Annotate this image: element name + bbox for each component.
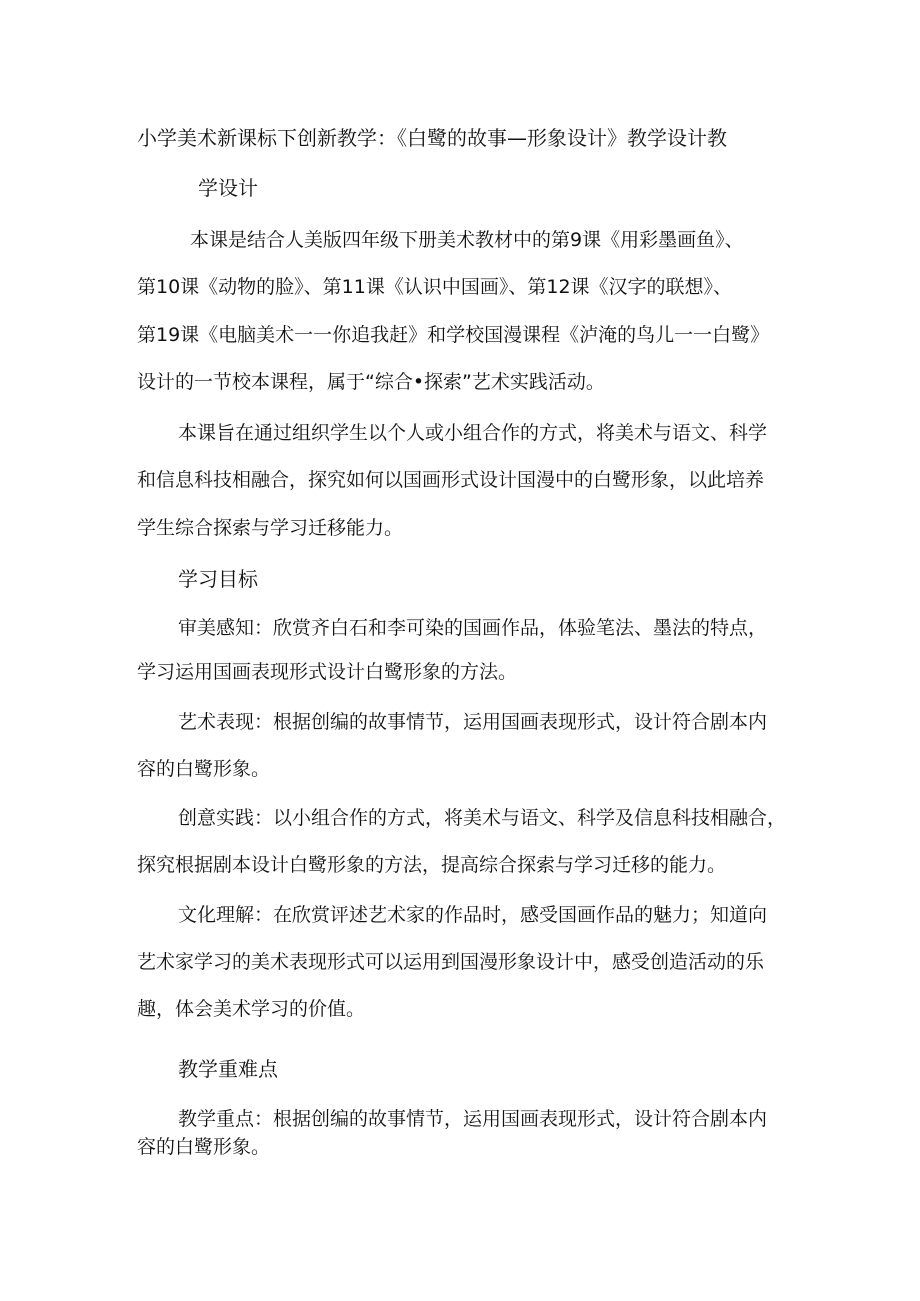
intro-paragraph-line: 本课是结合人美版四年级下册美术教材中的第9课《用彩墨画鱼》、 <box>190 229 744 251</box>
objective-practice-line: 探究根据剧本设计白鹭形象的方法，提高综合探索与学习迁移的能力。 <box>137 854 727 876</box>
intro-paragraph-line: 设计的一节校本课程，属于“综合•探索”艺术实践活动。 <box>137 371 605 393</box>
objective-aesthetic-line: 学习运用国画表现形式设计白鹭形象的方法。 <box>137 661 518 683</box>
intro-paragraph-line: 第10课《动物的脸》、第11课《认识中国画》、第12课《汉字的联想》、 <box>137 276 733 298</box>
purpose-paragraph-line: 本课旨在通过组织学生以个人或小组合作的方式，将美术与语文、科学 <box>178 422 768 444</box>
objective-expression-line: 艺术表现：根据创编的故事情节，运用国画表现形式，设计符合剧本内 <box>178 711 768 733</box>
key-difficult-points-heading: 教学重难点 <box>178 1057 278 1081</box>
teaching-focus-line: 教学重点：根据创编的故事情节，运用国画表现形式，设计符合剧本内 <box>178 1108 768 1130</box>
objective-expression-line: 容的白鹭形象。 <box>137 758 271 780</box>
objective-culture-line: 文化理解：在欣赏评述艺术家的作品时，感受国画作品的魅力；知道向 <box>178 904 768 926</box>
objective-aesthetic-line: 审美感知：欣赏齐白石和李可染的国画作品，体验笔法、墨法的特点， <box>178 617 768 639</box>
teaching-focus-line: 容的白鹭形象。 <box>137 1136 271 1158</box>
objective-practice-line: 创意实践：以小组合作的方式，将美术与语文、科学及信息科技相融合， <box>178 807 787 829</box>
document-title-continued: 学设计 <box>198 176 258 200</box>
purpose-paragraph-line: 学生综合探索与学习迁移能力。 <box>137 517 404 539</box>
objective-culture-line: 艺术家学习的美术表现形式可以运用到国漫形象设计中，感受创造活动的乐 <box>137 951 765 973</box>
objective-culture-line: 趣，体会美术学习的价值。 <box>137 998 366 1020</box>
document-title: 小学美术新课标下创新教学：《白鹭的故事—形象设计》教学设计教 <box>137 126 727 150</box>
learning-objectives-heading: 学习目标 <box>178 567 258 591</box>
purpose-paragraph-line: 和信息科技相融合，探究如何以国画形式设计国漫中的白鹭形象，以此培养 <box>137 469 765 491</box>
intro-paragraph-line: 第19课《电脑美术一一你追我赶》和学校国漫课程《泸淹的鸟儿一一白鹭》 <box>137 324 770 346</box>
